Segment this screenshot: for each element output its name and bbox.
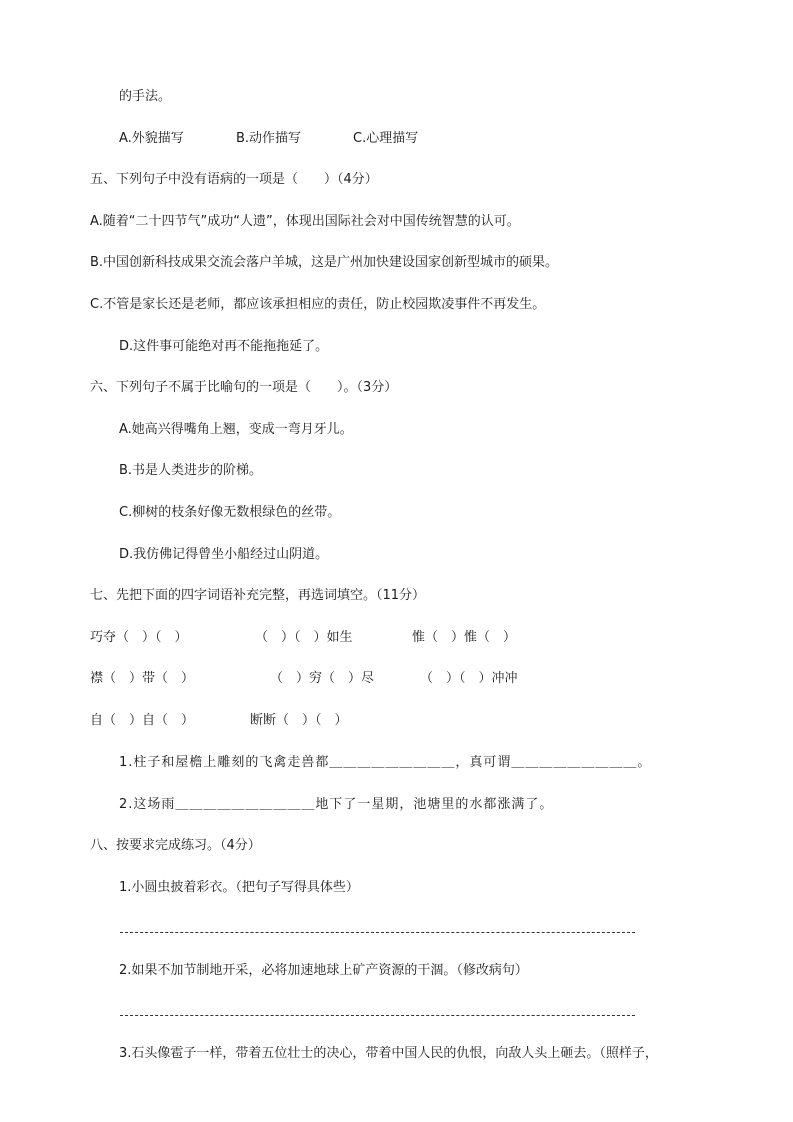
idiom-blank: （ ）（ ）冲冲 [420,671,518,686]
q5-option-c: C.不管是家长还是老师，都应该承担相应的责任，防止校园欺凌事件不再发生。 [90,297,546,312]
q7-fill-item-2: 2.这场雨＿＿＿＿＿＿＿＿＿＿地下了一星期，池塘里的水都涨满了。 [119,797,554,812]
q5-option-a: A.随着“二十四节气”成功“人遗”，体现出国际社会对中国传统智慧的认可。 [90,214,520,229]
idiom-blank: （ ）穷（ ）尽 [270,671,375,686]
q8-item-1: 1.小圆虫披着彩衣。（把句子写得具体些） [119,880,359,895]
q5-title: 五、下列句子中没有语病的一项是（ ）（4分） [90,172,378,187]
q4-option-a: A.外貌描写 [119,131,184,146]
idiom-blank: （ ）（ ）如生 [255,630,353,645]
idiom-blank: 断断（ ）（ ） [250,713,348,728]
q6-option-d: D.我仿佛记得曾坐小船经过山阴道。 [119,547,329,562]
q6-option-a: A.她高兴得嘴角上翘，变成一弯月牙儿。 [119,422,353,437]
idiom-blank: 襟（ ）带（ ） [90,671,195,686]
q6-title: 六、下列句子不属于比喻句的一项是（ ）。（3分） [90,380,398,395]
q8-item-2: 2.如果不加节制地开采，必将加速地球上矿产资源的干涸。（修改病句） [119,963,528,978]
q4-option-c: C.心理描写 [353,131,419,146]
idiom-blank: 自（ ）自（ ） [90,713,195,728]
q5-option-d: D.这件事可能绝对再不能拖拖延了。 [119,339,329,354]
q8-title: 八、按要求完成练习。（4分） [90,838,261,853]
answer-line [120,1015,635,1016]
answer-line [120,932,635,933]
idiom-blank: 惟（ ）惟（ ） [412,630,517,645]
q8-item-3: 3.石头像雹子一样，带着五位壮士的决心，带着中国人民的仇恨，向敌人头上砸去。（照样子， [119,1046,658,1061]
idiom-blank: 巧夺（ ）（ ） [90,630,188,645]
q4-option-b: B.动作描写 [236,131,302,146]
q5-option-b: B.中国创新科技成果交流会落户羊城，这是广州加快建设国家创新型城市的硕果。 [90,255,559,270]
question-continuation: 的手法。 [119,89,172,104]
q6-option-c: C.柳树的枝条好像无数根绿色的丝带。 [119,505,341,520]
q6-option-b: B.书是人类进步的阶梯。 [119,463,263,478]
q7-fill-item-1: 1.柱子和屋檐上雕刻的飞禽走兽都＿＿＿＿＿＿＿＿＿，真可谓＿＿＿＿＿＿＿＿＿。 [119,755,652,770]
q7-title: 七、先把下面的四字词语补充完整，再选词填空。（11分） [90,588,426,603]
